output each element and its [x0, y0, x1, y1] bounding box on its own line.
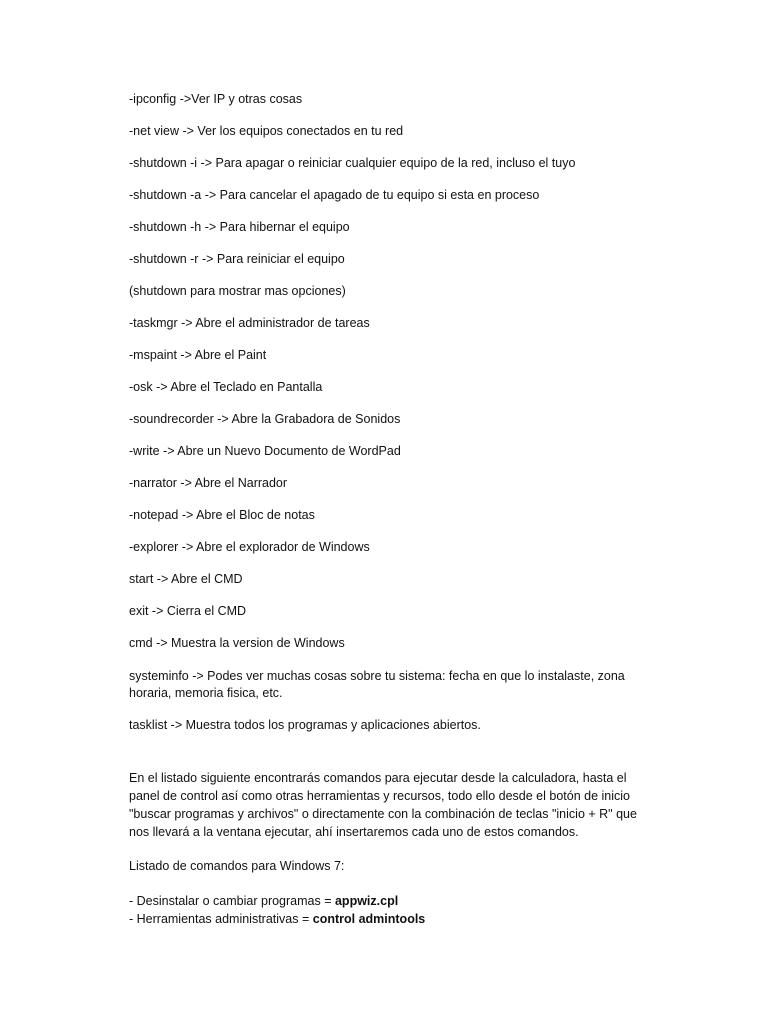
command-line: -shutdown -h -> Para hibernar el equipo: [129, 220, 350, 234]
intro-line-4: nos llevará a la ventana ejecutar, ahí insertaremos cada uno de estos comandos.: [129, 825, 579, 839]
command-line: -shutdown -a -> Para cancelar el apagado de tu equipo si esta en proceso: [129, 188, 540, 202]
systeminfo-line-2: horaria, memoria fisica, etc.: [129, 686, 283, 700]
win7-item-label: - Herramientas administrativas =: [129, 912, 313, 926]
command-line: -ipconfig ->Ver IP y otras cosas: [129, 92, 303, 106]
intro-line-2: panel de control así como otras herramientas y recursos, todo ello desde el botón de inicio: [129, 789, 630, 803]
win7-item-label: - Desinstalar o cambiar programas =: [129, 894, 335, 908]
command-line: -soundrecorder -> Abre la Grabadora de Sonidos: [129, 412, 401, 426]
command-line: -write -> Abre un Nuevo Documento de WordPad: [129, 444, 401, 458]
command-line: exit -> Cierra el CMD: [129, 604, 247, 618]
command-line: -narrator -> Abre el Narrador: [129, 476, 288, 490]
command-line: (shutdown para mostrar mas opciones): [129, 284, 346, 298]
command-line: start -> Abre el CMD: [129, 572, 243, 586]
win7-item: [129, 910, 425, 928]
win7-item: [129, 892, 398, 910]
intro-line-3: "buscar programas y archivos" o directamente con la combinación de teclas "inicio + R" que: [129, 807, 637, 821]
command-line: -osk -> Abre el Teclado en Pantalla: [129, 380, 323, 394]
command-line: -net view -> Ver los equipos conectados en tu red: [129, 124, 404, 138]
list-heading: Listado de comandos para Windows 7:: [129, 859, 345, 873]
systeminfo-line-1: systeminfo -> Podes ver muchas cosas sobre tu sistema: fecha en que lo instalaste, zona: [129, 669, 625, 683]
intro-line-1: En el listado siguiente encontrarás comandos para ejecutar desde la calculadora, hasta el: [129, 771, 627, 785]
command-line: -explorer -> Abre el explorador de Windows: [129, 540, 370, 554]
tasklist-line: tasklist -> Muestra todos los programas y aplicaciones abiertos.: [129, 718, 481, 732]
win7-item-command: control admintools: [312, 912, 426, 926]
command-line: -shutdown -i -> Para apagar o reiniciar cualquier equipo de la red, incluso el tuyo: [129, 156, 576, 170]
command-line: -taskmgr -> Abre el administrador de tareas: [129, 316, 370, 330]
command-line: cmd -> Muestra la version de Windows: [129, 636, 345, 650]
win7-item-command: appwiz.cpl: [334, 894, 399, 908]
command-line: -notepad -> Abre el Bloc de notas: [129, 508, 315, 522]
command-line: -shutdown -r -> Para reiniciar el equipo: [129, 252, 345, 266]
command-line: -mspaint -> Abre el Paint: [129, 348, 267, 362]
